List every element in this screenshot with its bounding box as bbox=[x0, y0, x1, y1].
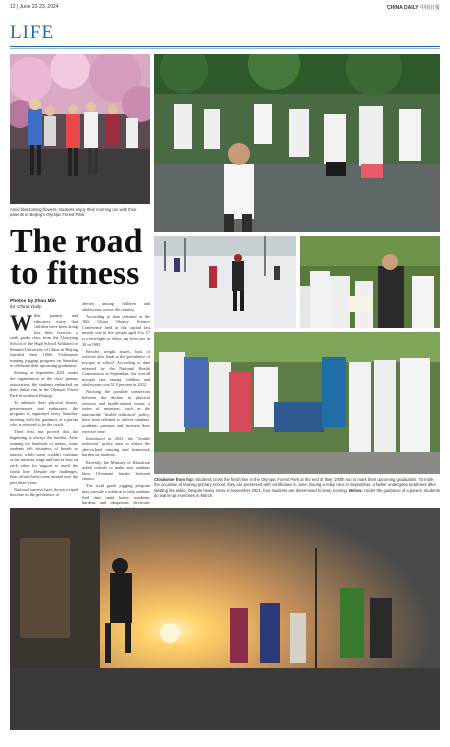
caption-clockwise-text: Students cross the finish line in the Olympic Forest Park at the end of their 100th run to mark their upcoming graduation. To mark the occasion of leaving primary school, they are presented with certificates in June. During a relay race in September, a father undergoes treatment after twisting his ankle. Despite heavy snow in November 2021, four students are determined to keep running. bbox=[154, 477, 437, 493]
caption-below-lead: Below: bbox=[349, 487, 363, 493]
photo-finish-run bbox=[154, 54, 440, 232]
caption-below-text: Under the guidance of a parent, students do warm-up exercises in March. bbox=[154, 487, 440, 499]
masthead bbox=[387, 4, 440, 11]
article-column-1 bbox=[10, 310, 78, 500]
caption-clockwise-lead: Clockwise from top: bbox=[154, 477, 195, 482]
photo-certificates bbox=[300, 236, 440, 328]
photo-credit: Photos by Zhou Min bbox=[10, 299, 56, 304]
article-paragraph: Recently, the Ministry of Education asked schools to make sure students have 10-minute breaks between classes. bbox=[82, 459, 150, 482]
byline-outlet: for China Daily bbox=[10, 305, 42, 310]
article-paragraph: Noticing the possible connection between the decline in physical exercise and health-related issues, a series of measures, such as the nationwide "double reduction" policy, have been released to relieve students' academic pressure and increase their exercise time. bbox=[82, 389, 150, 434]
page-info: 12 | June 22-23, 2024 bbox=[10, 4, 59, 10]
drop-cap: W bbox=[10, 310, 32, 335]
article-paragraph: Starting in September 2021, under the organization of the class' parents association, the students embarked on their initial run in the Olympic Forest Park in northern Beijing. bbox=[10, 370, 78, 398]
photo-relay-injury bbox=[154, 332, 440, 474]
article-column-2 bbox=[82, 301, 150, 524]
paper-name: CHINA DAILY bbox=[387, 5, 419, 11]
section-rule bbox=[10, 46, 440, 47]
article-paragraph: The sixth grade jogging program may provide a solution to help students find time amid heavy academic burdens and ubiquitous electronic bbox=[82, 483, 150, 506]
article-paragraph: To enhance their physical fitness, perseverance and endurance, the program is organized every Saturday morning with the guidance of a parent who is selected to be the coach. bbox=[10, 399, 78, 428]
photo-sunset-warmup bbox=[10, 508, 440, 730]
article-paragraph: According to data released at the 10th China Obesity Science Conference held in the capital last month, one in five people aged 6 to 17 is overweight or obese, up from one in 20 in 1985. bbox=[82, 313, 150, 347]
photo-blossom-run bbox=[10, 54, 150, 204]
article-paragraph: Their first run proved that the beginning is always the hardest. After running for hundreds of meters, some students felt shortness of breath or nausea, while some couldn't continue at the midway stage and had to lean on each other for support to reach the finish line. Despite the challenges, their efforts have come around over the past three years. bbox=[10, 429, 78, 485]
article-title: The road to fitness bbox=[10, 223, 143, 292]
paper-name-cn: 中国日报 bbox=[419, 5, 440, 11]
article-paragraph: While parents and educators worry that children have been doing less little exercise, a sixth grade class from the Chaoyang School of the High School Affiliated to Renmin University of China in Beijing finished their 100th 5-kilometer running jogging program on Saturday to celebrate their upcoming graduation. bbox=[10, 310, 78, 369]
caption-clockwise bbox=[154, 477, 440, 499]
photo-snow-run bbox=[154, 236, 296, 328]
article-paragraph: National surveys have shown a rapid increase in the prevalence of bbox=[10, 486, 78, 498]
section-rule-thin bbox=[10, 48, 440, 49]
article-paragraph: obesity among children and adolescents across the country. bbox=[82, 301, 150, 312]
article-paragraph: Besides weight issues, lack of exercise also leads to the prevalence of myopia at school. According to data released by the National Health Commission in September, the overall myopia rate among children and adolescents was 51.9 percent in 2022. bbox=[82, 348, 150, 388]
caption-top-left: Amid blossoming flowers, students enjoy their morning run with their parents in Beijing's Olympic Forest Park. bbox=[10, 207, 137, 218]
section-title: LIFE bbox=[10, 22, 55, 43]
article-paragraph: Introduced in 2021, the "double reduction" policy aims to reduce the after-school tutoring and homework burden on students. bbox=[82, 435, 150, 458]
